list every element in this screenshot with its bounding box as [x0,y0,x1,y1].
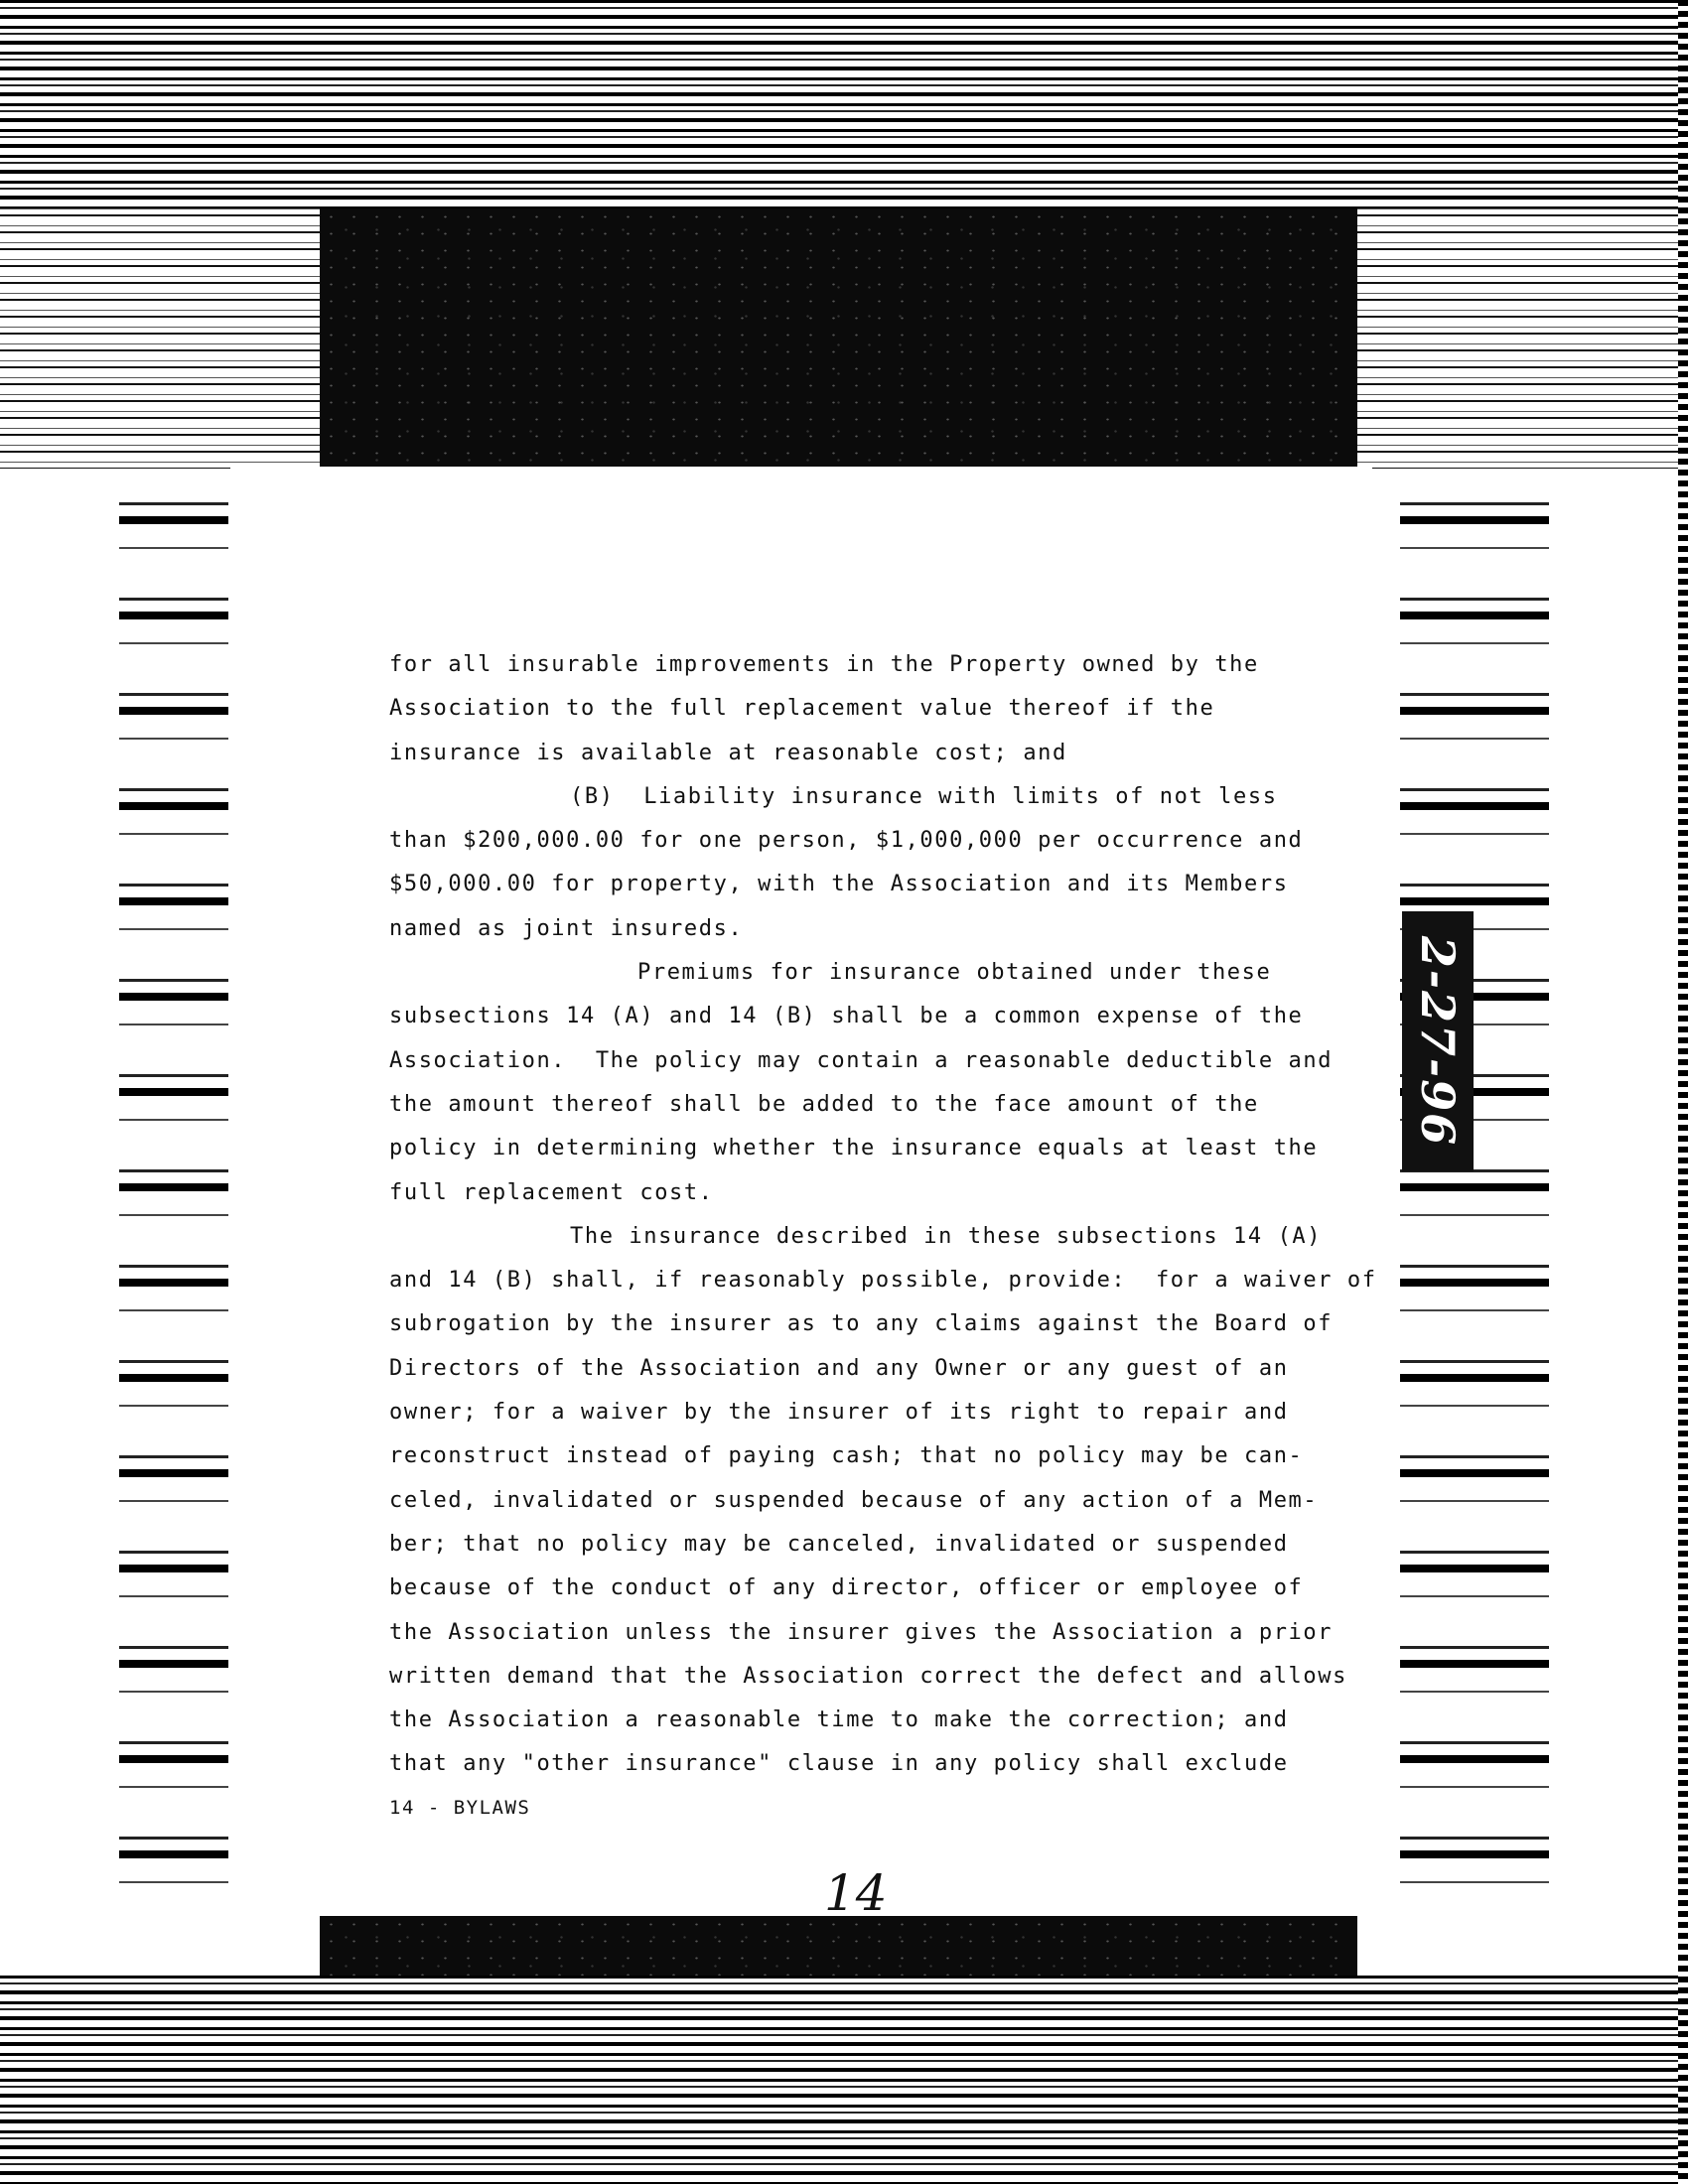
scan-artifact-left-margin [119,477,228,1886]
text-line: and 14 (B) shall, if reasonably possible, provide: for a waiver of [389,1268,1377,1294]
scan-artifact-top [0,0,1688,208]
text-line: the Association a reasonable time to make the correction; and [389,1707,1289,1733]
redaction-block-top [320,208,1357,469]
text-line: Premiums for insurance obtained under these [637,960,1272,986]
text-line: insurance is available at reasonable cost; and [389,740,1067,765]
text-line: that any "other insurance" clause in any policy shall exclude [389,1751,1289,1777]
scan-artifact-upper-right [1357,208,1688,469]
text-line: policy in determining whether the insurance equals at least the [389,1136,1319,1161]
text-line: ber; that no policy may be canceled, invalidated or suspended [389,1531,1289,1557]
text-line: written demand that the Association correct the defect and allows [389,1663,1347,1689]
margin-date-stamp [1402,911,1474,1171]
text-line: than $200,000.00 for one person, $1,000,000 per occurrence and [389,828,1304,854]
text-line: owner; for a waiver by the insurer of its right to repair and [389,1400,1289,1426]
scan-artifact-bottom [0,1976,1688,2184]
text-line: Association. The policy may contain a reasonable deductible and [389,1047,1334,1073]
scan-artifact-right-edge [1678,0,1688,2184]
text-line: subrogation by the insurer as to any claims against the Board of [389,1311,1334,1337]
text-line: Directors of the Association and any Owner or any guest of an [389,1355,1289,1381]
body-text [389,643,1377,1787]
text-line: subsections 14 (A) and 14 (B) shall be a common expense of the [389,1004,1304,1029]
redaction-block-bottom [320,1916,1357,1976]
text-line: for all insurable improvements in the Property owned by the [389,652,1259,677]
margin-date-stamp-text: 2-27-96 [1411,935,1465,1148]
text-line: because of the conduct of any director, officer or employee of [389,1575,1304,1601]
text-line: The insurance described in these subsections 14 (A) [570,1223,1323,1249]
handwritten-page-number: 14 [824,1864,888,1922]
text-line: (B) Liability insurance with limits of not less [570,783,1278,809]
text-line: named as joint insureds. [389,915,744,941]
text-line: the amount thereof shall be added to the face amount of the [389,1091,1259,1117]
text-line: the Association unless the insurer gives the Association a prior [389,1619,1334,1645]
text-line: celed, invalidated or suspended because of any action of a Mem- [389,1487,1319,1513]
scan-artifact-right-margin [1400,477,1549,1886]
text-line: $50,000.00 for property, with the Association and its Members [389,872,1289,897]
page-footer-label: 14 - BYLAWS [389,1797,531,1819]
scan-artifact-upper-left [0,208,320,469]
text-line: full replacement cost. [389,1179,714,1205]
text-line: reconstruct instead of paying cash; that no policy may be can- [389,1443,1304,1469]
text-line: Association to the full replacement value thereof if the [389,696,1215,722]
